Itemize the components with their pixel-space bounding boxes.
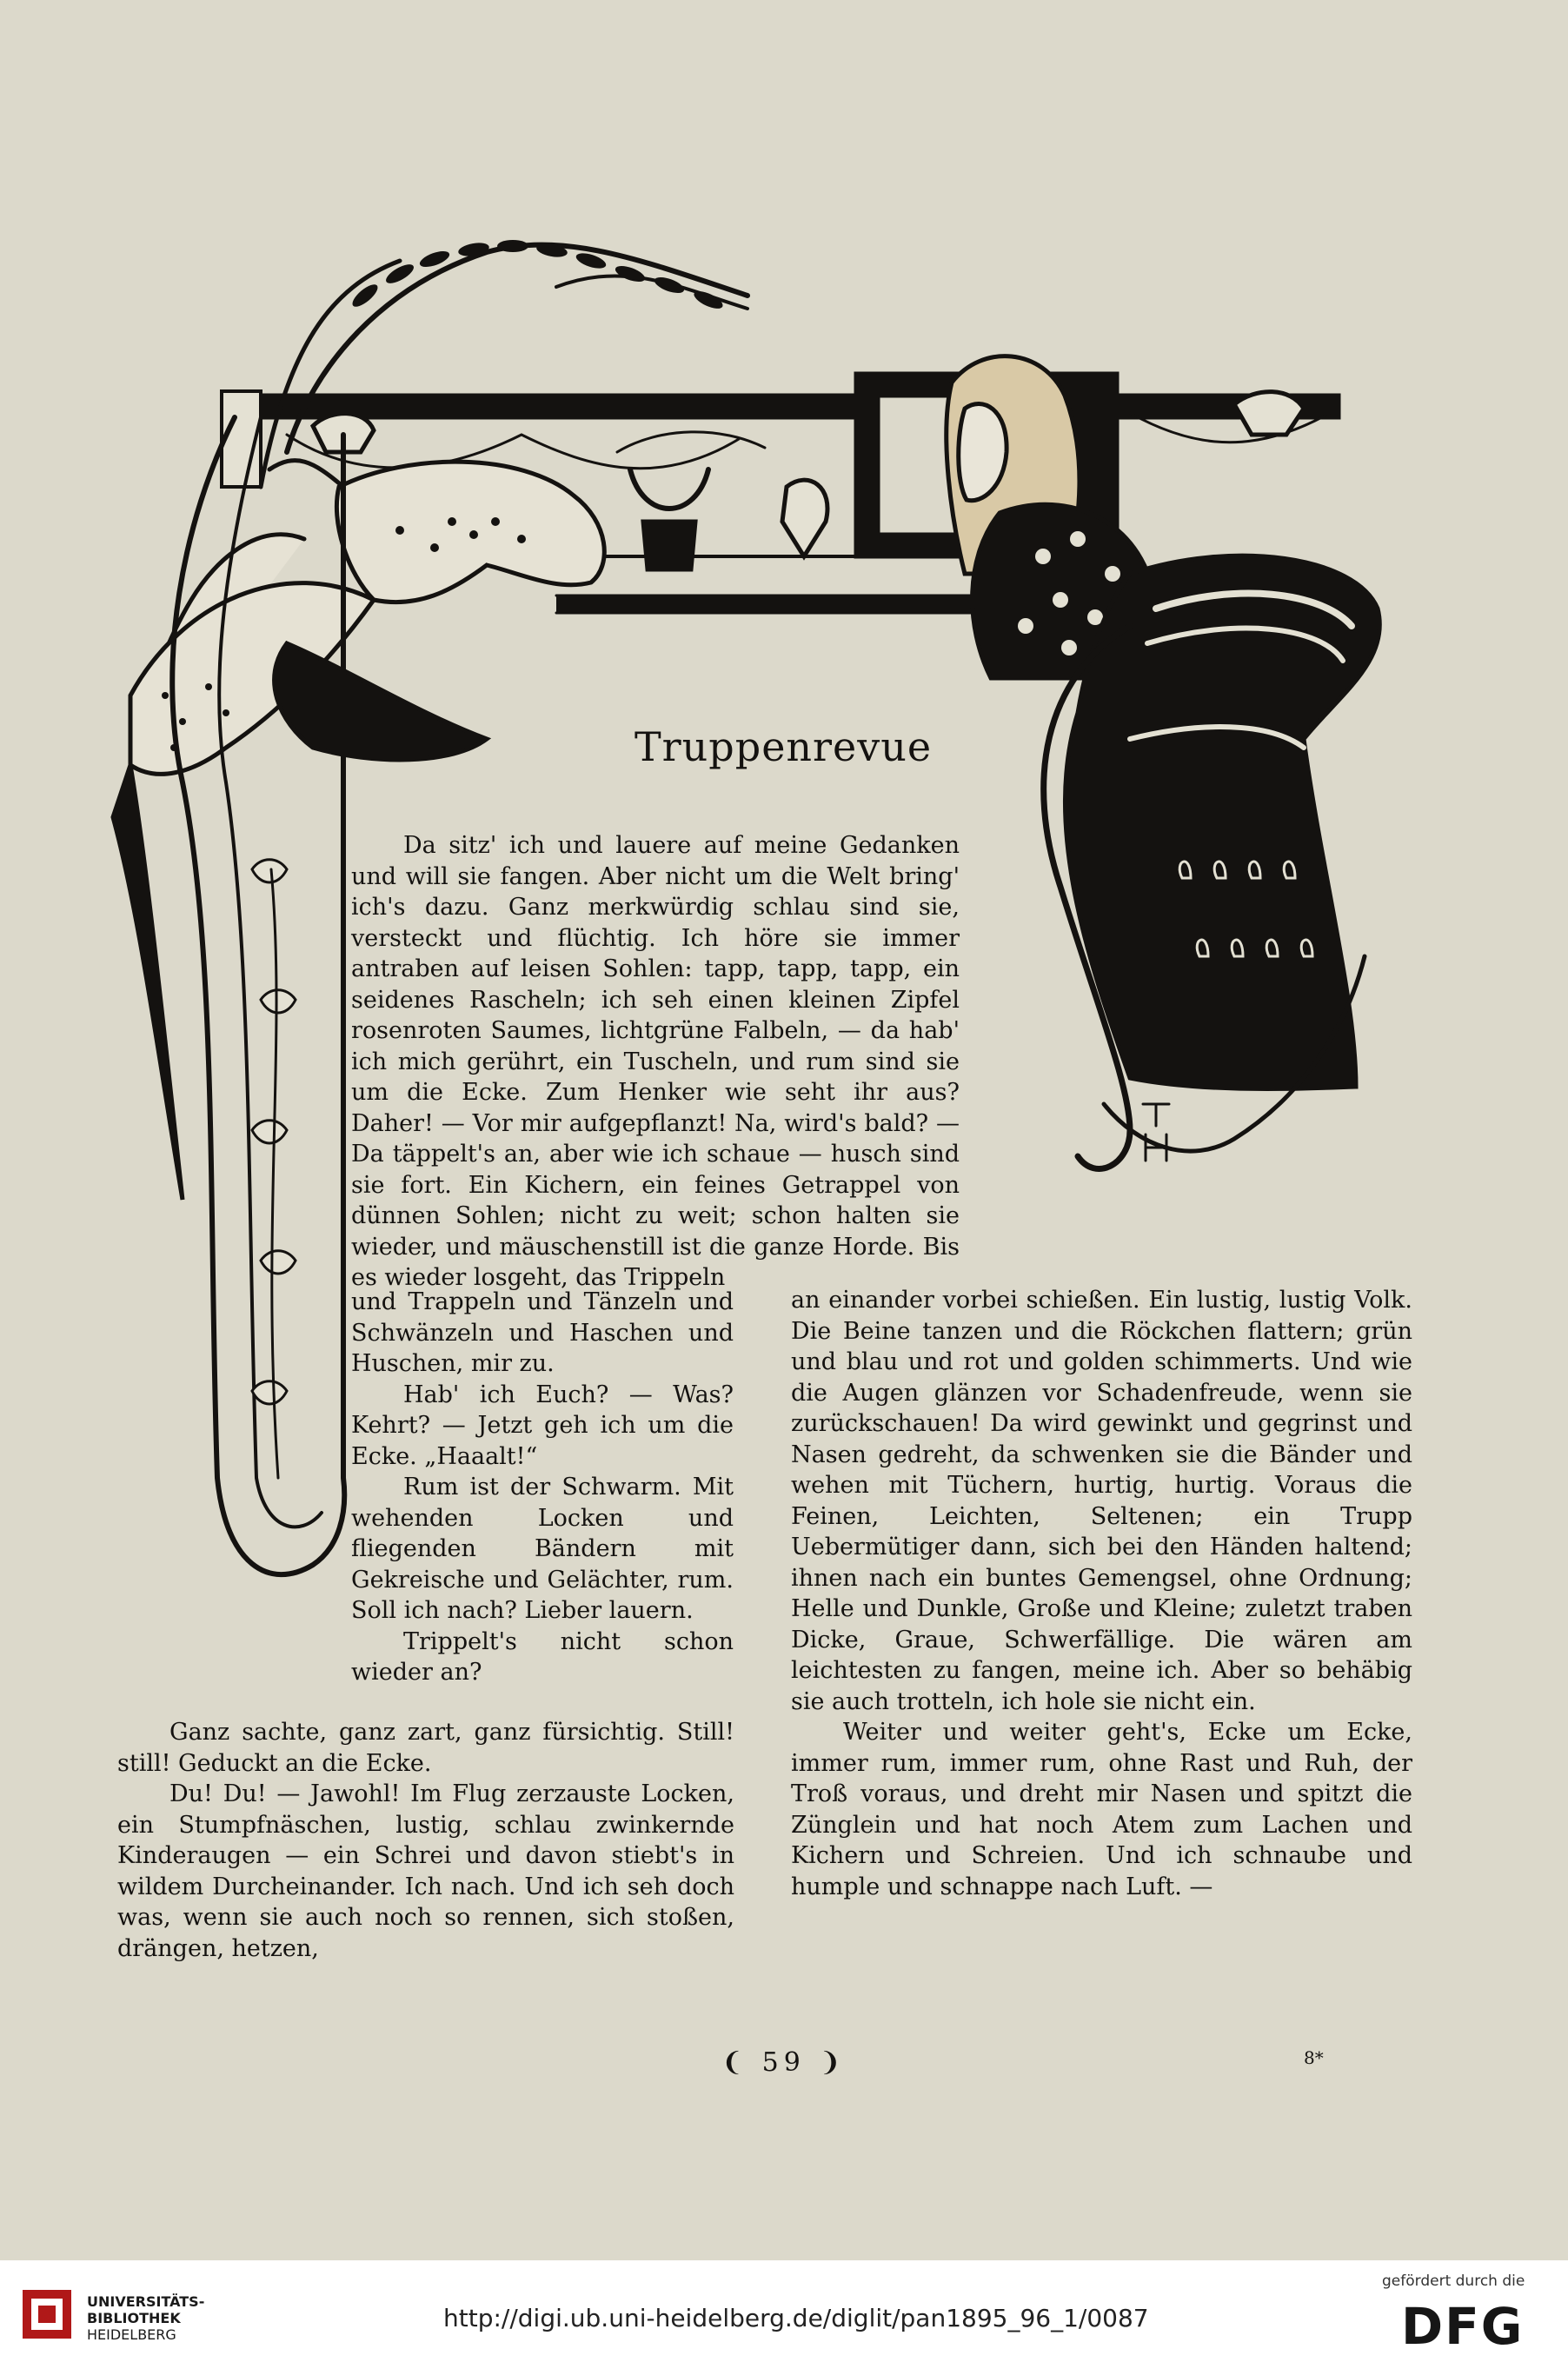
text-block-left-middle (351, 1287, 734, 1688)
paragraph: Weiter und weiter geht's, Ecke um Ecke, immer rum, immer rum, ohne Rast und Ruh, der Troß voraus, und dreht mir Nasen und spitzt die Zünglein und hat noch Atem zum Lachen und Kichern und Schreien. Und ich schnaube und humple und schnappe nach Luft. — (791, 1719, 1412, 1900)
library-name: UNIVERSITÄTS- BIBLIOTHEK HEIDELBERG (87, 2293, 205, 2343)
digitization-footer (0, 2260, 1568, 2369)
text-block-top (351, 830, 960, 1294)
sheet-signature: 8* (1304, 2047, 1324, 2068)
ox-skull-right (1234, 392, 1304, 435)
vase (782, 480, 827, 556)
article-title: Truppenrevue (635, 723, 933, 770)
funding-label: gefördert durch die (1382, 2273, 1525, 2290)
frame-top-bar (235, 396, 1339, 417)
paragraph: Da sitz' ich und lauere auf meine Gedanken und will sie fangen. Aber nicht um die Welt bring' ich's dazu. Ganz merkwürdig schlau sind sie, versteckt und flüchtig. Ich höre sie immer antraben auf leisen Sohlen: tapp, tapp, tapp, ein seidenes Rascheln; ich seh einen kleinen Zipfel rosenroten Saumes, lichtgrüne Falbeln, — da hab' ich mich gerührt, ein Tuscheln, und rum sind sie um die Ecke. Zum Henker wie seht ihr aus? Daher! — Vor mir aufgepflanzt! Na, wird's bald? — Da täppelt's an, aber wie ich schaue — husch sind sie fort. Ein Kichern, ein feines Getrappel von dünnen Sohlen; nicht zu weit; schon halten sie wieder, und mäuschenstill ist die ganze Horde. Bis es wieder losgeht, das Trippeln (351, 832, 960, 1291)
paragraph: an einander vorbei schießen. Ein lustig, lustig Volk. Die Beine tanzen und die Röckchen flattern; grün und blau und rot und golden schimmerts. Und wie die Augen glänzen vor Schadenfreude, wenn sie zurückschauen! Da wird gewinkt und gegrinst und Nasen gedreht, da schwenken sie die Bänder und wehen mit Tüchern, hurtig, hurtig. Voraus die Feinen, Leichten, Seltenen; ein Trupp Uebermütiger dann, sich bei den Händen haltend; ihnen nach ein buntes Gemengsel, ohne Ordnung; Helle und Dunkle, Große und Kleine; zuletzt traben Dicke, Graue, Schwerfällige. Die wären am leichtesten zu fangen, meine ich. Aber so behäbig sie auch trotteln, ich hole sie nicht ein. (791, 1287, 1412, 1715)
paragraph: Ganz sachte, ganz zart, ganz fürsichtig. Still! still! Geduckt an die Ecke. (117, 1719, 734, 1777)
text-block-left-bottom (117, 1717, 734, 1964)
inkwell (643, 522, 695, 569)
tulip-border (252, 860, 296, 1478)
monogram-th (1143, 1104, 1169, 1161)
paragraph: Trippelt's nicht schon wieder an? (351, 1627, 734, 1686)
paragraph: Hab' ich Euch? — Was? Kehrt? — Jetzt geh ich um die Ecke. „Haaalt!“ (351, 1381, 734, 1470)
paragraph: Rum ist der Schwarm. Mit wehenden Locken und fliegenden Bändern mit Gekreische und Gelächter, rum. Soll ich nach? Lieber lauern. (351, 1474, 734, 1624)
university-library-logo-icon (19, 2286, 75, 2342)
dfg-logo: DFG (1401, 2297, 1525, 2356)
paragraph: Du! Du! — Jawohl! Im Flug zerzauste Locken, ein Stumpfnäschen, lustig, schlau zwinkernde Kinderaugen — ein Schrei und davon stiebt's in wildem Durcheinander. Ich nach. Und ich seh doch was, wenn sie auch noch so rennen, sich stoßen, drängen, hetzen, (117, 1780, 734, 1962)
paragraph: und Trappeln und Tänzeln und Schwänzeln und Haschen und Huschen, mir zu. (351, 1288, 734, 1377)
source-url-link[interactable]: http://digi.ub.uni-heidelberg.de/diglit/pan1895_96_1/0087 (443, 2304, 1149, 2332)
page-number: ❨ 59 ❩ (721, 2047, 847, 2078)
left-black-ribbon (113, 765, 183, 1200)
black-wing (275, 643, 487, 760)
text-block-right (791, 1285, 1412, 1902)
